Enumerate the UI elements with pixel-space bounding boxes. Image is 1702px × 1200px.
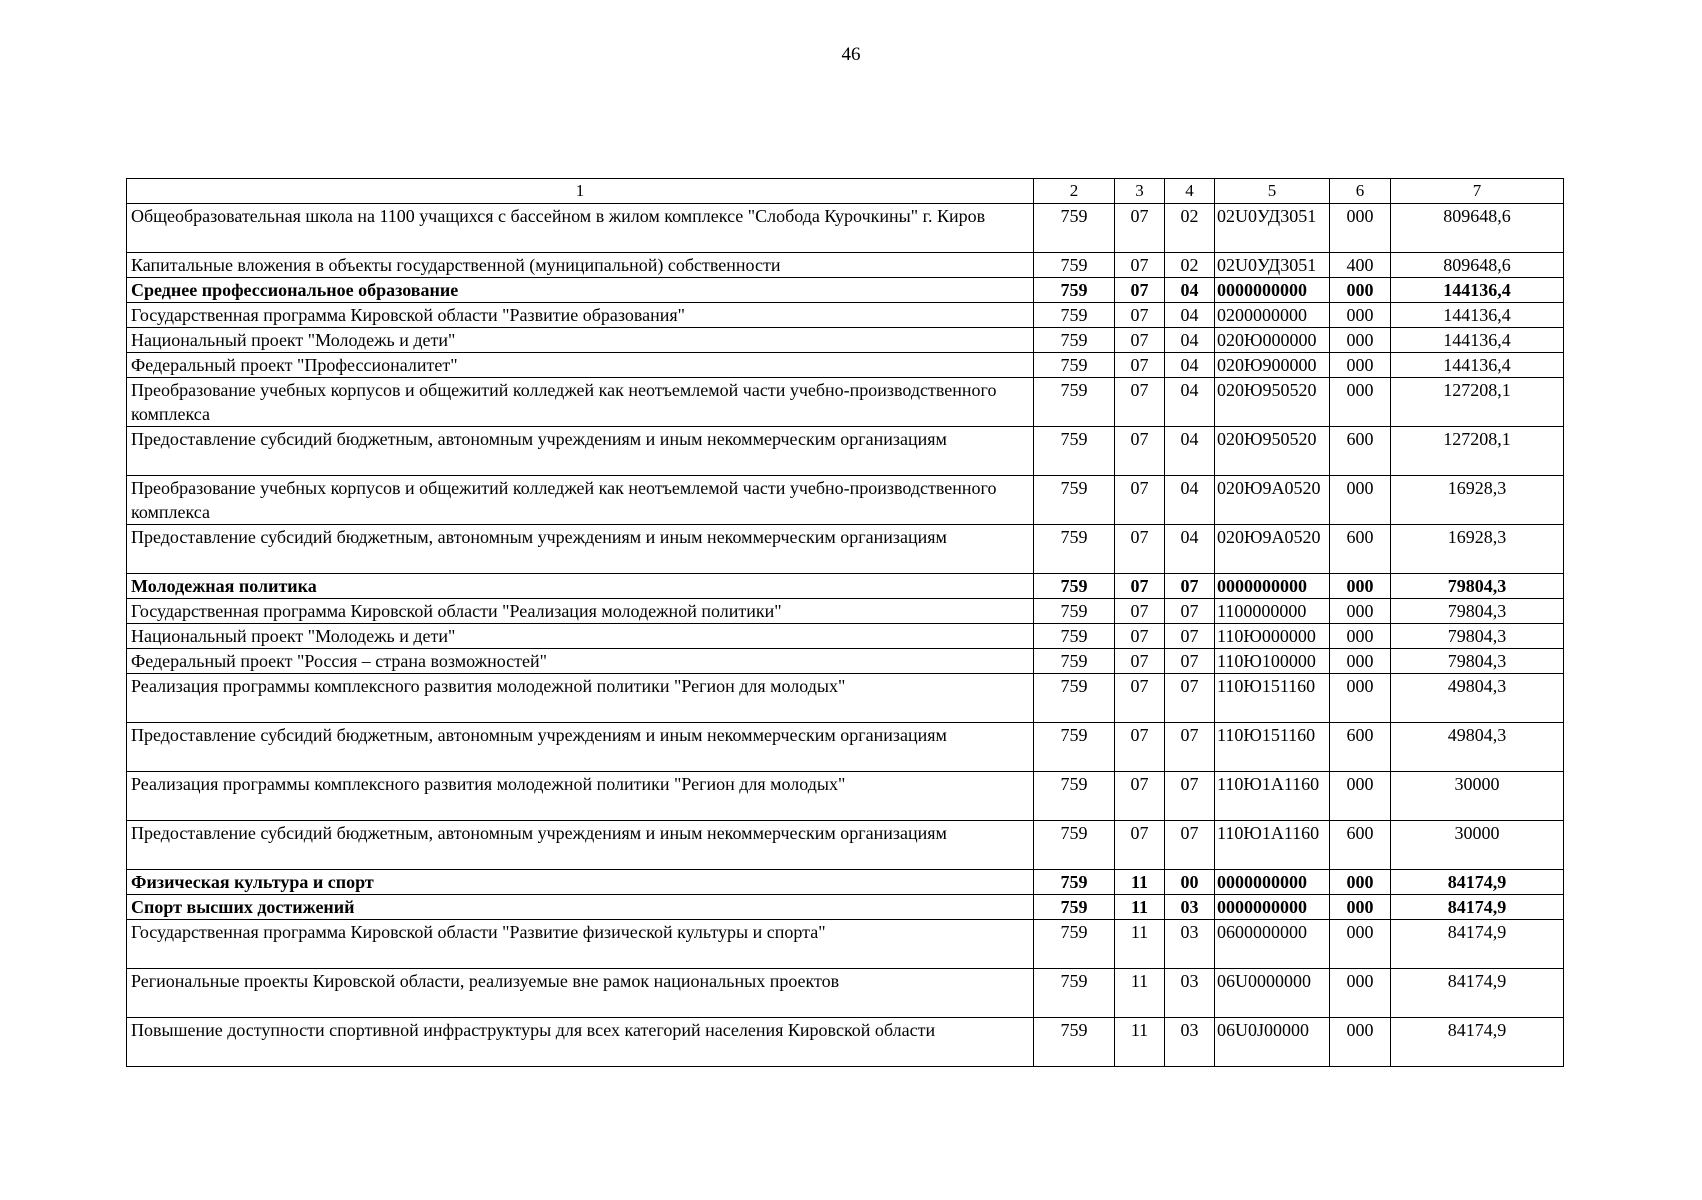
row-subsection-code: 04 (1165, 378, 1215, 427)
row-section-code: 07 (1115, 353, 1165, 378)
row-name: Предоставление субсидий бюджетным, автономным учреждениям и иным некоммерческим организациям (127, 525, 1034, 574)
row-section-code: 11 (1115, 895, 1165, 920)
row-amount: 16928,3 (1391, 476, 1564, 525)
row-amount: 84174,9 (1391, 870, 1564, 895)
row-ministry-code: 759 (1034, 895, 1115, 920)
row-target-code: 02U0УД3051 (1215, 204, 1330, 253)
table-row (127, 624, 1564, 649)
table-row (127, 649, 1564, 674)
row-subsection-code: 04 (1165, 427, 1215, 476)
page-number: 46 (841, 44, 861, 65)
row-name: Государственная программа Кировской области "Развитие образования" (127, 303, 1034, 328)
table-row (127, 674, 1564, 723)
row-section-code: 07 (1115, 674, 1165, 723)
table-row (127, 253, 1564, 278)
row-expense-type: 000 (1330, 1018, 1391, 1067)
row-target-code: 02U0УД3051 (1215, 253, 1330, 278)
row-subsection-code: 07 (1165, 821, 1215, 870)
table-row (127, 772, 1564, 821)
row-ministry-code: 759 (1034, 969, 1115, 1018)
table-row (127, 278, 1564, 303)
row-subsection-code: 04 (1165, 476, 1215, 525)
row-amount: 144136,4 (1391, 278, 1564, 303)
row-target-code: 110Ю1А1160 (1215, 772, 1330, 821)
row-target-code: 110Ю151160 (1215, 674, 1330, 723)
row-ministry-code: 759 (1034, 476, 1115, 525)
row-section-code: 07 (1115, 525, 1165, 574)
row-ministry-code: 759 (1034, 328, 1115, 353)
row-expense-type: 000 (1330, 920, 1391, 969)
row-target-code: 020Ю9А0520 (1215, 476, 1330, 525)
row-section-code: 07 (1115, 328, 1165, 353)
row-expense-type: 000 (1330, 378, 1391, 427)
row-amount: 144136,4 (1391, 353, 1564, 378)
table-row (127, 969, 1564, 1018)
row-section-code: 11 (1115, 920, 1165, 969)
row-ministry-code: 759 (1034, 253, 1115, 278)
row-expense-type: 600 (1330, 723, 1391, 772)
row-expense-type: 000 (1330, 303, 1391, 328)
row-target-code: 1100000000 (1215, 599, 1330, 624)
row-subsection-code: 04 (1165, 353, 1215, 378)
table-row (127, 895, 1564, 920)
row-section-code: 11 (1115, 1018, 1165, 1067)
header-col-1: 1 (127, 179, 1034, 204)
row-amount: 30000 (1391, 772, 1564, 821)
row-amount: 79804,3 (1391, 649, 1564, 674)
row-ministry-code: 759 (1034, 525, 1115, 574)
row-target-code: 110Ю1А1160 (1215, 821, 1330, 870)
row-expense-type: 000 (1330, 278, 1391, 303)
row-expense-type: 600 (1330, 427, 1391, 476)
row-expense-type: 600 (1330, 525, 1391, 574)
row-amount: 84174,9 (1391, 1018, 1564, 1067)
row-name: Региональные проекты Кировской области, реализуемые вне рамок национальных проектов (127, 969, 1034, 1018)
row-section-code: 07 (1115, 427, 1165, 476)
header-row (127, 179, 1564, 204)
row-section-code: 07 (1115, 303, 1165, 328)
row-ministry-code: 759 (1034, 870, 1115, 895)
row-section-code: 07 (1115, 599, 1165, 624)
row-expense-type: 600 (1330, 821, 1391, 870)
row-target-code: 020Ю900000 (1215, 353, 1330, 378)
row-expense-type: 000 (1330, 624, 1391, 649)
row-section-code: 07 (1115, 378, 1165, 427)
table-row (127, 723, 1564, 772)
row-subsection-code: 03 (1165, 1018, 1215, 1067)
row-amount: 79804,3 (1391, 574, 1564, 599)
row-section-code: 07 (1115, 723, 1165, 772)
row-name: Предоставление субсидий бюджетным, автономным учреждениям и иным некоммерческим организациям (127, 821, 1034, 870)
table-row (127, 920, 1564, 969)
table-body (127, 204, 1564, 1067)
row-section-code: 07 (1115, 476, 1165, 525)
row-name: Преобразование учебных корпусов и общежитий колледжей как неотъемлемой части учебно-производственного комплекса (127, 378, 1034, 427)
table-row (127, 328, 1564, 353)
row-ministry-code: 759 (1034, 674, 1115, 723)
row-ministry-code: 759 (1034, 427, 1115, 476)
row-ministry-code: 759 (1034, 574, 1115, 599)
row-expense-type: 000 (1330, 674, 1391, 723)
row-target-code: 110Ю000000 (1215, 624, 1330, 649)
row-name: Государственная программа Кировской области "Развитие физической культуры и спорта" (127, 920, 1034, 969)
row-subsection-code: 00 (1165, 870, 1215, 895)
row-amount: 84174,9 (1391, 895, 1564, 920)
row-amount: 49804,3 (1391, 723, 1564, 772)
table-row (127, 821, 1564, 870)
row-expense-type: 000 (1330, 772, 1391, 821)
header-col-2: 2 (1034, 179, 1115, 204)
row-ministry-code: 759 (1034, 303, 1115, 328)
row-amount: 79804,3 (1391, 624, 1564, 649)
row-expense-type: 000 (1330, 353, 1391, 378)
row-section-code: 11 (1115, 969, 1165, 1018)
row-ministry-code: 759 (1034, 723, 1115, 772)
row-amount: 144136,4 (1391, 303, 1564, 328)
table-row (127, 303, 1564, 328)
row-expense-type: 000 (1330, 599, 1391, 624)
row-name: Капитальные вложения в объекты государственной (муниципальной) собственности (127, 253, 1034, 278)
row-subsection-code: 07 (1165, 624, 1215, 649)
row-name: Спорт высших достижений (127, 895, 1034, 920)
row-section-code: 07 (1115, 649, 1165, 674)
row-expense-type: 000 (1330, 969, 1391, 1018)
row-target-code: 110Ю100000 (1215, 649, 1330, 674)
row-target-code: 0200000000 (1215, 303, 1330, 328)
row-ministry-code: 759 (1034, 772, 1115, 821)
row-subsection-code: 07 (1165, 674, 1215, 723)
row-section-code: 07 (1115, 574, 1165, 599)
row-expense-type: 000 (1330, 870, 1391, 895)
row-expense-type: 000 (1330, 476, 1391, 525)
row-target-code: 110Ю151160 (1215, 723, 1330, 772)
row-target-code: 020Ю950520 (1215, 378, 1330, 427)
row-expense-type: 000 (1330, 574, 1391, 599)
row-name: Предоставление субсидий бюджетным, автономным учреждениям и иным некоммерческим организациям (127, 723, 1034, 772)
row-subsection-code: 02 (1165, 253, 1215, 278)
row-amount: 79804,3 (1391, 599, 1564, 624)
row-subsection-code: 03 (1165, 920, 1215, 969)
header-col-5: 5 (1215, 179, 1330, 204)
budget-table (126, 178, 1564, 1067)
row-subsection-code: 03 (1165, 969, 1215, 1018)
row-subsection-code: 04 (1165, 303, 1215, 328)
row-amount: 49804,3 (1391, 674, 1564, 723)
row-target-code: 0000000000 (1215, 870, 1330, 895)
row-name: Государственная программа Кировской области "Реализация молодежной политики" (127, 599, 1034, 624)
row-section-code: 07 (1115, 624, 1165, 649)
row-target-code: 020Ю000000 (1215, 328, 1330, 353)
row-expense-type: 000 (1330, 204, 1391, 253)
row-subsection-code: 07 (1165, 599, 1215, 624)
row-target-code: 0000000000 (1215, 574, 1330, 599)
row-amount: 809648,6 (1391, 253, 1564, 278)
row-subsection-code: 04 (1165, 525, 1215, 574)
row-subsection-code: 07 (1165, 574, 1215, 599)
row-amount: 809648,6 (1391, 204, 1564, 253)
row-name: Повышение доступности спортивной инфраструктуры для всех категорий населения Кировской области (127, 1018, 1034, 1067)
row-name: Среднее профессиональное образование (127, 278, 1034, 303)
row-target-code: 0600000000 (1215, 920, 1330, 969)
table-row (127, 599, 1564, 624)
row-ministry-code: 759 (1034, 624, 1115, 649)
header-col-6: 6 (1330, 179, 1391, 204)
row-ministry-code: 759 (1034, 204, 1115, 253)
row-ministry-code: 759 (1034, 278, 1115, 303)
header-col-4: 4 (1165, 179, 1215, 204)
row-ministry-code: 759 (1034, 599, 1115, 624)
row-target-code: 0000000000 (1215, 895, 1330, 920)
header-col-3: 3 (1115, 179, 1165, 204)
table-row (127, 427, 1564, 476)
row-amount: 84174,9 (1391, 969, 1564, 1018)
row-target-code: 06U0000000 (1215, 969, 1330, 1018)
row-ministry-code: 759 (1034, 920, 1115, 969)
row-ministry-code: 759 (1034, 1018, 1115, 1067)
row-target-code: 020Ю950520 (1215, 427, 1330, 476)
row-name: Федеральный проект "Профессионалитет" (127, 353, 1034, 378)
row-section-code: 07 (1115, 772, 1165, 821)
row-subsection-code: 07 (1165, 772, 1215, 821)
row-ministry-code: 759 (1034, 353, 1115, 378)
row-name: Национальный проект "Молодежь и дети" (127, 624, 1034, 649)
row-section-code: 07 (1115, 253, 1165, 278)
row-expense-type: 400 (1330, 253, 1391, 278)
row-amount: 84174,9 (1391, 920, 1564, 969)
table-row (127, 870, 1564, 895)
row-ministry-code: 759 (1034, 649, 1115, 674)
row-amount: 127208,1 (1391, 378, 1564, 427)
row-name: Физическая культура и спорт (127, 870, 1034, 895)
row-amount: 127208,1 (1391, 427, 1564, 476)
row-amount: 30000 (1391, 821, 1564, 870)
row-subsection-code: 07 (1165, 723, 1215, 772)
row-section-code: 07 (1115, 204, 1165, 253)
row-name: Реализация программы комплексного развития молодежной политики "Регион для молодых" (127, 674, 1034, 723)
table-row (127, 476, 1564, 525)
row-subsection-code: 07 (1165, 649, 1215, 674)
row-amount: 16928,3 (1391, 525, 1564, 574)
row-ministry-code: 759 (1034, 378, 1115, 427)
row-section-code: 07 (1115, 821, 1165, 870)
row-name: Преобразование учебных корпусов и общежитий колледжей как неотъемлемой части учебно-производственного комплекса (127, 476, 1034, 525)
row-name: Национальный проект "Молодежь и дети" (127, 328, 1034, 353)
row-name: Реализация программы комплексного развития молодежной политики "Регион для молодых" (127, 772, 1034, 821)
row-expense-type: 000 (1330, 895, 1391, 920)
row-target-code: 06U0J00000 (1215, 1018, 1330, 1067)
row-subsection-code: 02 (1165, 204, 1215, 253)
row-section-code: 11 (1115, 870, 1165, 895)
row-name: Предоставление субсидий бюджетным, автономным учреждениям и иным некоммерческим организациям (127, 427, 1034, 476)
table-row (127, 353, 1564, 378)
row-name: Федеральный проект "Россия – страна возможностей" (127, 649, 1034, 674)
table-row (127, 1018, 1564, 1067)
row-target-code: 0000000000 (1215, 278, 1330, 303)
row-subsection-code: 03 (1165, 895, 1215, 920)
row-subsection-code: 04 (1165, 328, 1215, 353)
row-ministry-code: 759 (1034, 821, 1115, 870)
row-amount: 144136,4 (1391, 328, 1564, 353)
row-section-code: 07 (1115, 278, 1165, 303)
row-name: Молодежная политика (127, 574, 1034, 599)
table-row (127, 525, 1564, 574)
table-row (127, 204, 1564, 253)
row-target-code: 020Ю9А0520 (1215, 525, 1330, 574)
table-row (127, 574, 1564, 599)
row-name: Общеобразовательная школа на 1100 учащихся с бассейном в жилом комплексе "Слобода Курочкины" г. Киров (127, 204, 1034, 253)
row-subsection-code: 04 (1165, 278, 1215, 303)
row-expense-type: 000 (1330, 328, 1391, 353)
header-col-7: 7 (1391, 179, 1564, 204)
row-expense-type: 000 (1330, 649, 1391, 674)
table-row (127, 378, 1564, 427)
